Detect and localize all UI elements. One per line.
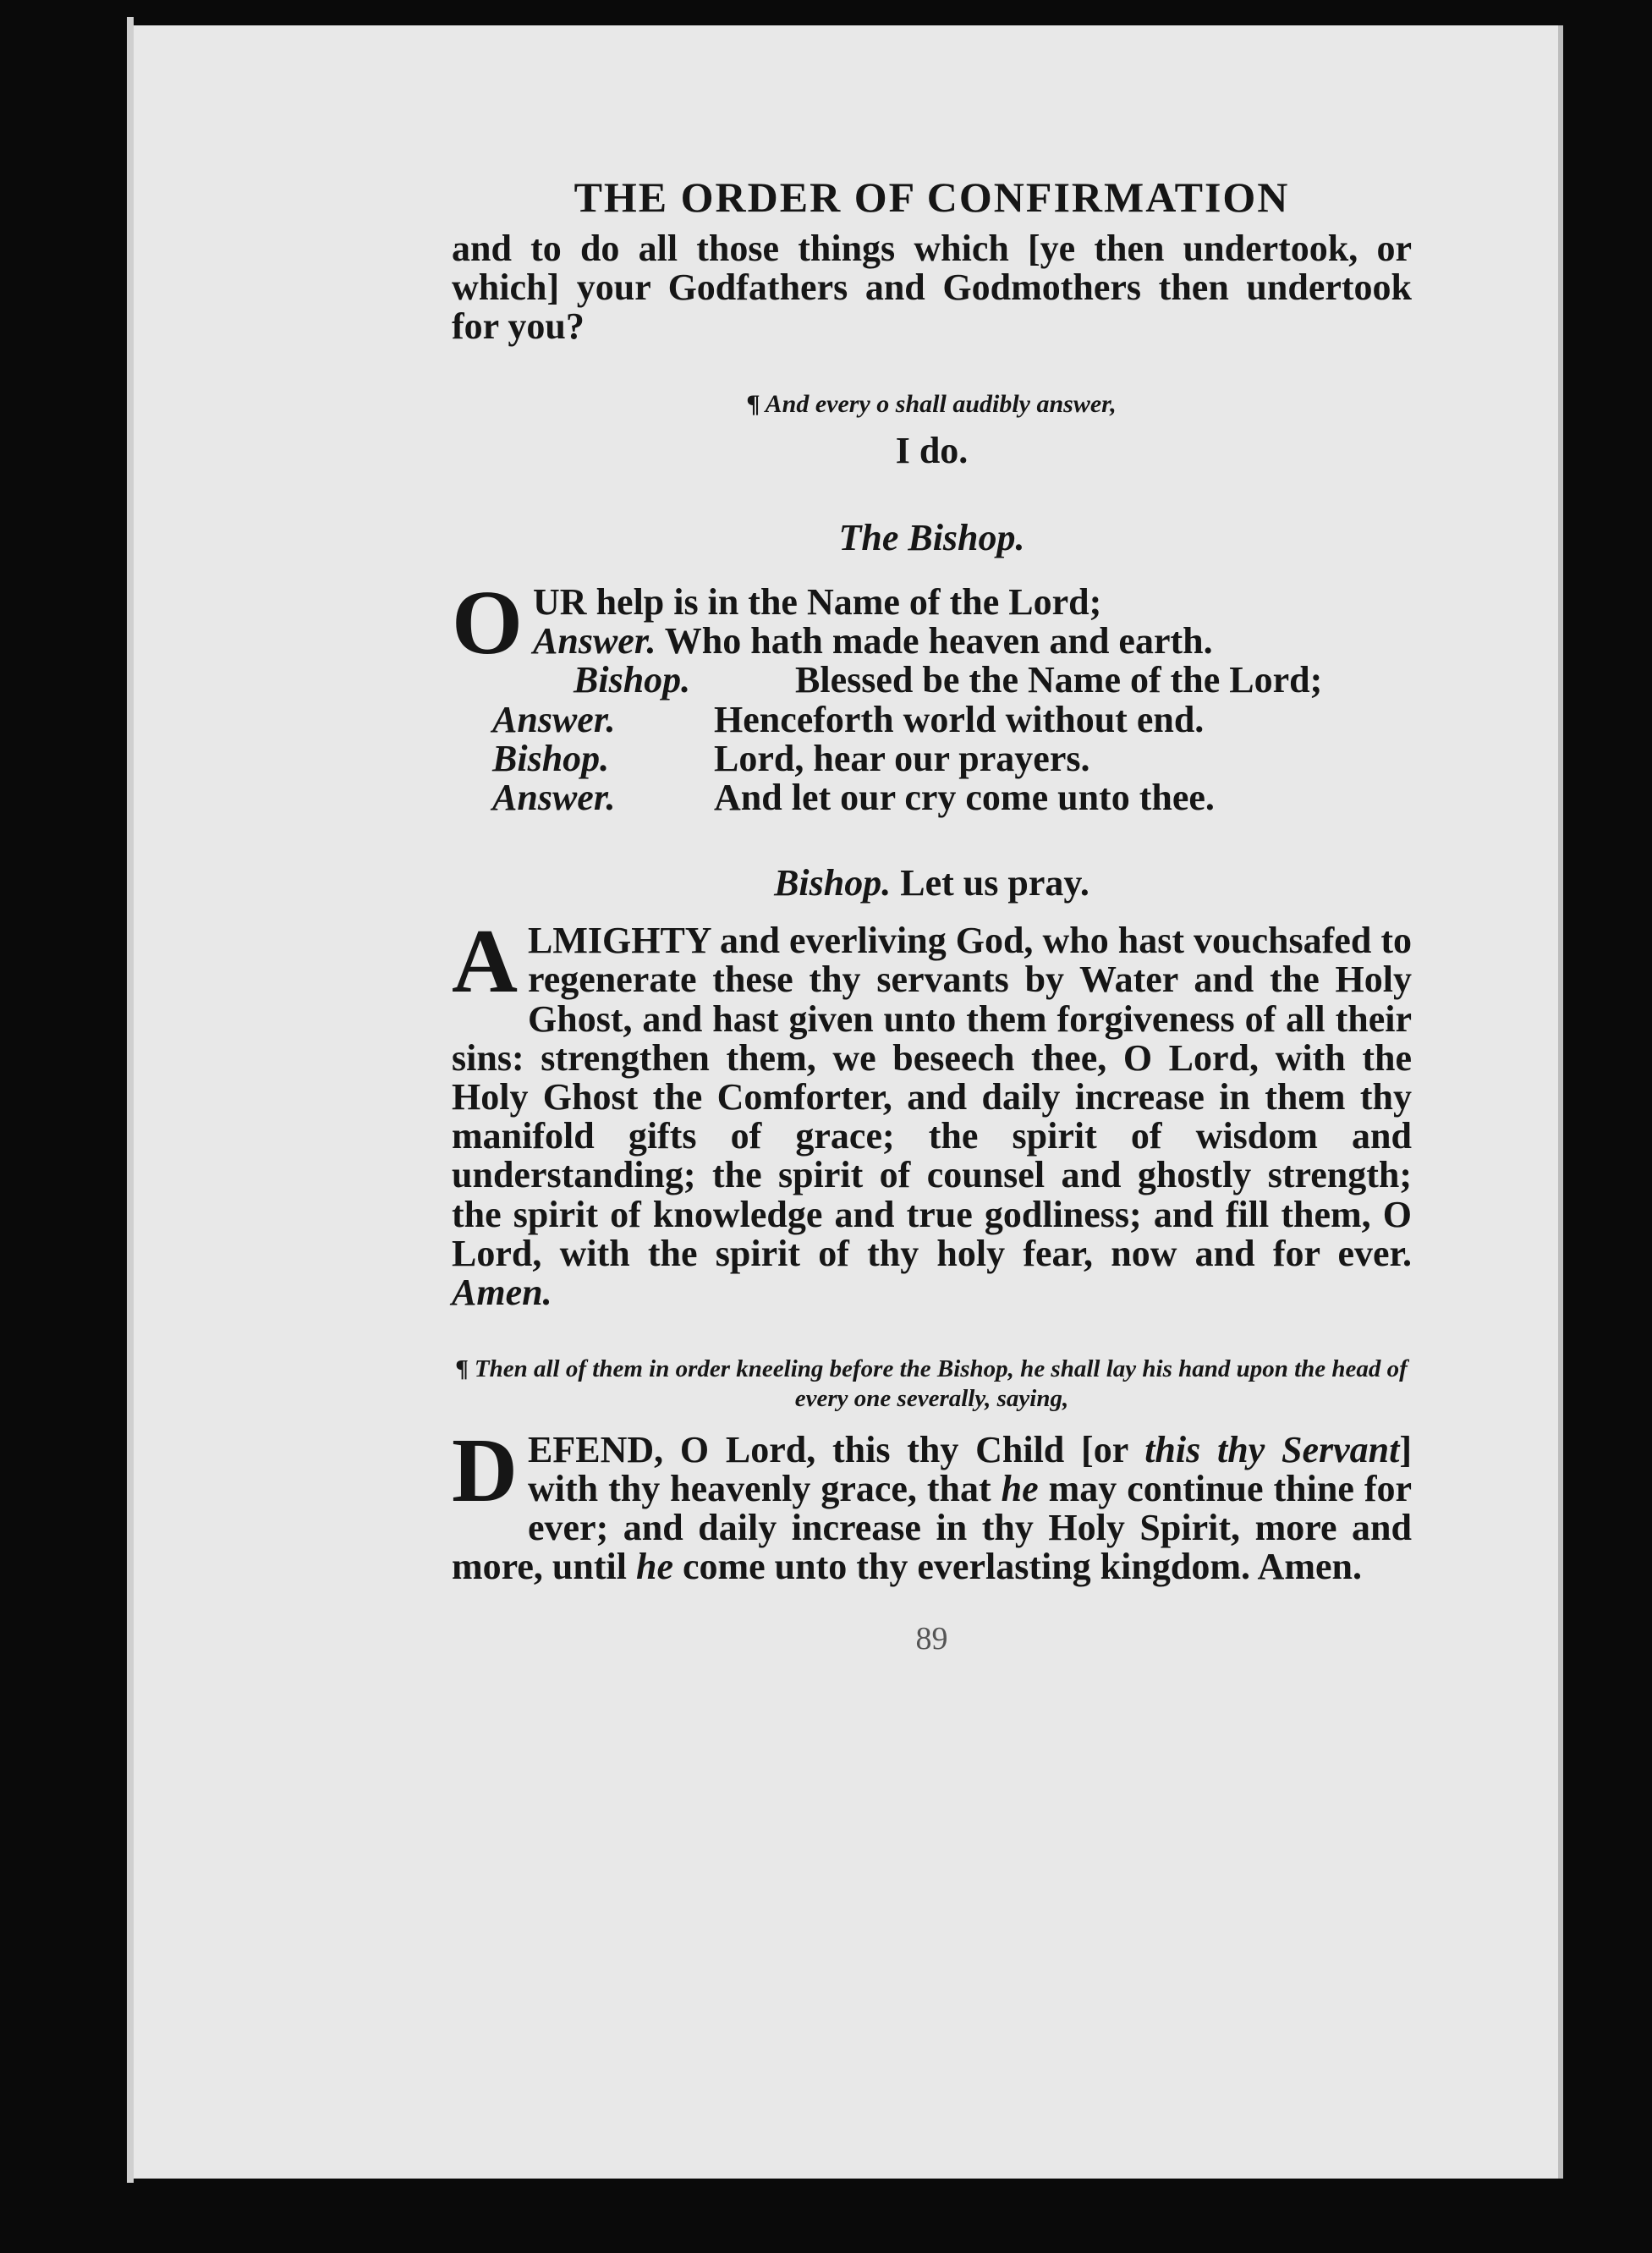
collect-paragraph — [452, 911, 1412, 1313]
versicle-text: UR help is in the Name of the Lord; — [533, 581, 1102, 624]
versicle-speaker: Answer. — [492, 777, 616, 818]
versicle-speaker: Answer. — [492, 698, 616, 740]
drop-cap: D — [452, 1420, 518, 1521]
defend-text-2: ] with thy heavenly grace, that — [528, 1428, 1413, 1509]
versicle-list — [452, 661, 1412, 817]
pray-line — [452, 861, 1412, 904]
page-edge — [1558, 25, 1563, 2179]
page-number: 89 — [915, 1621, 948, 1657]
defend-text-1: EFEND, O Lord, this thy Child [or — [528, 1428, 1145, 1470]
defend-paragraph — [452, 1420, 1413, 1588]
speaker-heading: The Bishop. — [838, 517, 1025, 559]
collect-text: LMIGHTY and everliving God, who hast vouchsafed to regenerate these thy servants by Water and the Holy Ghost, and hast given unto them forgiveness of all their sins: strengthen them, we beseech thee, O Lord, with the Holy Ghost the Comforter, and daily increase in them thy manifold gifts of grace; the spirit of wisdom and understanding; the spirit of counsel and ghostly strength; the spirit of knowledge and true godliness; and fill them, O Lord, with the spirit of thy holy fear, now and for ever. — [452, 920, 1412, 1274]
versicle-row — [452, 698, 1412, 740]
rubric-answer: ¶ And every o shall audibly answer, — [747, 390, 1117, 419]
defend-text-4: come unto thy everlasting kingdom. Amen. — [672, 1546, 1362, 1588]
versicle-answer: Who hath made heaven and earth. — [664, 620, 1213, 662]
answer-text: I do. — [895, 430, 969, 472]
versicle-line: Henceforth world without end. — [714, 698, 1205, 740]
drop-cap: O — [452, 573, 524, 674]
collect-amen: Amen. — [452, 1271, 552, 1313]
pray-speaker: Bishop. — [774, 862, 892, 904]
answer-label: Answer. — [533, 620, 656, 662]
defend-italic-3: he — [635, 1546, 673, 1588]
versicle-speaker: Bishop. — [574, 659, 691, 701]
opening-question: and to do all those things which [ye then undertook, or which] your Godfathers and Godmothers then undertook for you? — [452, 227, 1412, 347]
versicle-line: Blessed be the Name of the Lord; — [795, 659, 1323, 701]
defend-italic-2: he — [1001, 1467, 1039, 1509]
versicle-row — [452, 778, 1412, 817]
text-column — [452, 173, 1412, 1657]
versicle-speaker: Bishop. — [492, 737, 610, 779]
versicle-row — [533, 661, 1412, 700]
defend-italic-1: this thy Servant — [1144, 1428, 1400, 1470]
defend-text-3: may continue thine for ever; and daily increase in thy Holy Spirit, more and more, until — [452, 1467, 1413, 1588]
running-head: THE ORDER OF CONFIRMATION — [574, 173, 1290, 221]
versicle-first — [452, 573, 1412, 674]
scan-border — [127, 17, 134, 2183]
book-page — [134, 25, 1563, 2179]
rubric-laying-on-hands: ¶ Then all of them in order kneeling before the Bishop, he shall lay his hand upon the head of every one severally, saying, — [456, 1355, 1408, 1412]
versicle-row — [452, 739, 1412, 778]
versicle-line: Lord, hear our prayers. — [714, 737, 1090, 779]
pray-text: Let us pray. — [900, 862, 1089, 904]
versicle-line: And let our cry come unto thee. — [714, 777, 1215, 818]
drop-cap: A — [452, 911, 518, 1013]
